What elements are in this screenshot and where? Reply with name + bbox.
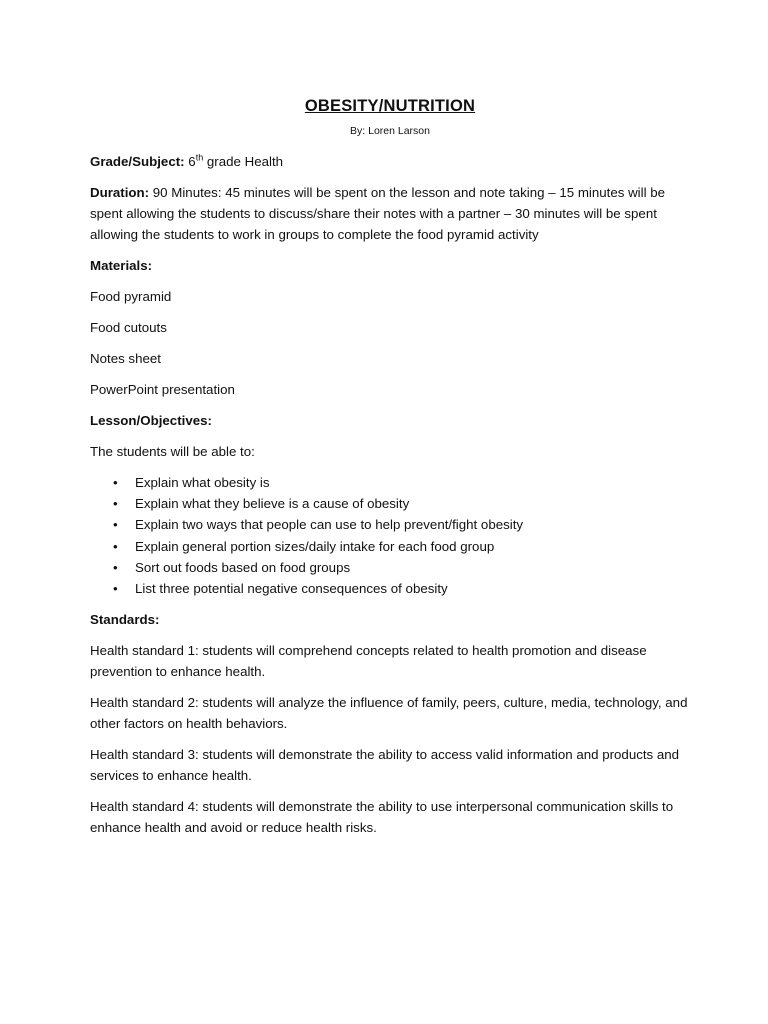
standard-item: Health standard 1: students will comprehend concepts related to health promotion and disease prevention to enhance health. — [90, 643, 647, 680]
grade-subject-line — [90, 151, 690, 172]
objectives-intro: The students will be able to: — [90, 444, 255, 459]
standards-heading: Standards: — [90, 612, 160, 628]
materials-heading: Materials: — [90, 258, 153, 273]
material-item: Food cutouts — [90, 320, 167, 335]
duration-paragraph — [90, 182, 690, 245]
objective-item — [90, 493, 690, 514]
objective-item — [90, 536, 690, 557]
material-item: Food pyramid — [90, 289, 172, 304]
bullet-icon: • — [113, 496, 118, 512]
objective-text: Explain two ways that people can use to help prevent/fight obesity — [135, 517, 524, 533]
bullet-icon: • — [113, 581, 118, 597]
document-title: OBESITY/NUTRITION — [304, 97, 476, 115]
objective-text: Explain general portion sizes/daily intake for each food group — [135, 538, 495, 554]
bullet-icon: • — [113, 559, 118, 575]
standard-item: Health standard 2: students will analyze the influence of family, peers, culture, media, technology, and other factors on health behaviors. — [90, 695, 688, 732]
material-item: PowerPoint presentation — [90, 382, 235, 397]
duration-label: Duration: — [90, 185, 150, 200]
objective-item — [90, 578, 690, 599]
duration-text: 90 Minutes: 45 minutes will be spent on the lesson and note taking – 15 minutes will be spent allowing the students to discuss/share their notes with a partner – 30 minutes will be spent allowing the students to work in groups to complete the food pyramid activity — [90, 185, 666, 242]
objective-item — [90, 472, 690, 493]
document-body — [90, 94, 690, 848]
standard-item: Health standard 4: students will demonstrate the ability to use interpersonal communication skills to enhance health and avoid or reduce health risks. — [90, 799, 674, 836]
objectives-heading: Lesson/Objectives: — [90, 413, 212, 428]
bullet-icon: • — [113, 538, 118, 554]
objective-text: Sort out foods based on food groups — [135, 559, 351, 575]
material-item: Notes sheet — [90, 351, 161, 366]
objective-text: Explain what they believe is a cause of obesity — [135, 496, 410, 512]
objective-item — [90, 557, 690, 578]
standard-item: Health standard 3: students will demonstrate the ability to access valid information and products and services to enhance health. — [90, 747, 680, 784]
bullet-icon: • — [113, 475, 118, 490]
grade-subject-value: grade Health — [203, 154, 284, 169]
document-author: By: Loren Larson — [350, 125, 430, 137]
bullet-icon: • — [113, 517, 118, 533]
grade-superscript: th — [195, 152, 204, 163]
grade-number: 6 — [188, 154, 196, 169]
objective-text: List three potential negative consequences of obesity — [135, 581, 448, 597]
grade-subject-label: Grade/Subject: — [90, 154, 185, 169]
objective-item — [90, 514, 690, 535]
objectives-list — [90, 472, 690, 599]
objective-text: Explain what obesity is — [135, 475, 270, 490]
